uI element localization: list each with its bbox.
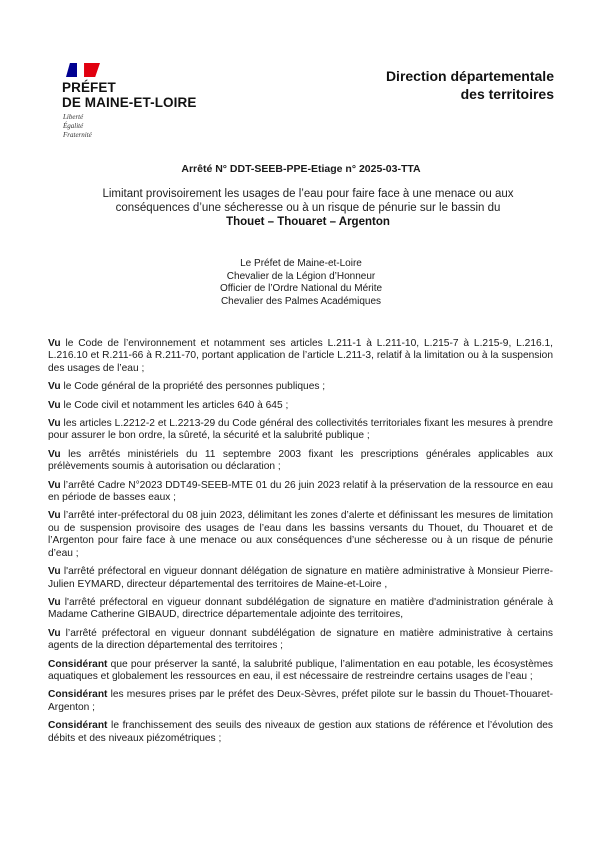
marianne-flag-icon [66, 63, 100, 77]
visa-paragraph [48, 510, 553, 560]
visa-lead: Vu [48, 566, 61, 578]
visa-text: l'arrêté préfectoral en vigueur donnant délégation de signature en matière administrative à Monsieur Pierre-Julien EYMARD, directeur départemental des territoires de Maine-et-Loire , [48, 566, 553, 590]
visas-section [48, 338, 553, 751]
visa-lead: Vu [48, 448, 61, 460]
arrete-subject [80, 187, 536, 229]
considerant-lead: Considérant [48, 720, 108, 732]
flag-red-band [84, 63, 100, 77]
direction-line-2: des territoires [460, 85, 554, 102]
visa-lead: Vu [48, 479, 61, 491]
prefet-title-line: Chevalier de la Légion d’Honneur [226, 270, 376, 282]
visa-paragraph [48, 418, 553, 443]
considerant-paragraph [48, 659, 553, 684]
visa-paragraph [48, 338, 553, 375]
prefecture-name [62, 80, 196, 110]
motto-egalite: Égalité [63, 122, 84, 130]
prefet-titles [0, 258, 602, 308]
visa-lead: Vu [48, 418, 61, 430]
visa-text: l'arrêté préfectoral en vigueur donnant subdélégation de signature en matière d'administration générale à Madame Catherine GIBAUD, directrice départementale adjointe des territoires, [48, 596, 553, 621]
considerant-text: les mesures prises par le préfet des Deux-Sèvres, préfet pilote sur le bassin du Thouet-Thouaret-Argenton ; [48, 689, 553, 713]
considerant-lead: Considérant [48, 658, 108, 670]
considerant-text: le franchissement des seuils des niveaux de gestion aux stations de référence et l’évolution des débits et des niveaux piézométriques ; [48, 720, 553, 744]
visa-paragraph [48, 449, 553, 474]
visa-lead: Vu [48, 381, 61, 393]
republic-motto [63, 113, 92, 140]
prefet-title-line: Officier de l’Ordre National du Mérite [219, 283, 383, 294]
prefet-title-line: Le Préfet de Maine-et-Loire [240, 258, 362, 269]
motto-fraternite: Fraternité [63, 131, 92, 139]
subject-bassin: Thouet – Thouaret – Argenton [226, 216, 390, 228]
visa-text: l’arrêté Cadre N°2023 DDT49-SEEB-MTE 01 du 26 juin 2023 relatif à la préservation de la ressource en eau en période de basses eaux ; [48, 479, 553, 504]
visa-lead: Vu [48, 596, 61, 608]
visa-paragraph [48, 628, 553, 653]
considerant-paragraph [48, 720, 553, 745]
visa-paragraph [48, 381, 553, 393]
visa-paragraph [48, 566, 553, 591]
visa-lead: Vu [48, 510, 61, 522]
visa-lead: Vu [48, 338, 61, 349]
visa-text: les articles L.2212-2 et L.2213-29 du Code général des collectivités territoriales fixant les mesures à prendre pour assurer le bon ordre, la sûreté, la sécurité et la salubrité publique ; [48, 418, 553, 442]
visa-paragraph [48, 480, 553, 505]
visa-text: le Code de l’environnement et notamment ses articles L.211-1 à L.211-10, L.215-7 à L.215-9, L.216.1, L.216.10 et R.211-66 à R.211-70, portant application de l’article L.211-3, relatif à la limitation ou à la suspension des usages de l’eau ; [48, 338, 553, 374]
subject-text: Limitant provisoirement les usages de l’eau pour faire face à une menace ou aux conséquences d’une sécheresse ou à un risque de pénurie sur le bassin du [102, 188, 514, 214]
visa-paragraph [48, 400, 553, 412]
prefecture-line-1: PRÉFET [62, 80, 116, 95]
visa-text: le Code général de la propriété des personnes publiques ; [60, 381, 326, 393]
visa-text: le Code civil et notamment les articles 640 à 645 ; [60, 399, 289, 411]
considerant-lead: Considérant [48, 689, 108, 701]
motto-liberte: Liberté [63, 113, 84, 121]
visa-lead: Vu [48, 627, 61, 639]
visa-text: les arrêtés ministériels du 11 septembre 2003 fixant les prescriptions générales applicables aux prélèvements soumis à autorisation ou déclaration ; [48, 448, 553, 473]
considerant-paragraph [48, 689, 553, 714]
visa-text: l’arrêté inter-préfectoral du 08 juin 2023, délimitant les zones d’alerte et définissant les mesures de limitation ou de suspension provisoire des usages de l’eau dans les bassins versants du Thouet, du Thouaret et de l’Argenton pour faire face à une menace ou aux conséquences d’une sécheresse ou à un risque de pénurie d’eau ; [48, 510, 553, 559]
prefecture-line-2: DE MAINE-ET-LOIRE [62, 95, 197, 110]
flag-white-band [77, 63, 84, 77]
arrete-title: Arrêté N° DDT-SEEB-PPE-Etiage n° 2025-03-TTA [181, 163, 421, 175]
direction-line-1: Direction départementale [385, 68, 554, 84]
considerant-text: que pour préserver la santé, la salubrité publique, l’alimentation en eau potable, les écosystèmes aquatiques et globalement les ressources en eau, il est nécessaire de restreindre certains usages de l’eau ; [48, 658, 553, 682]
flag-blue-band [66, 63, 77, 77]
visa-text: l’arrêté préfectoral en vigueur donnant subdélégation de signature en matière administrative à certains agents de la direction départemental des territoires ; [48, 627, 553, 652]
direction-heading [386, 68, 554, 103]
visa-lead: Vu [48, 399, 61, 411]
visa-paragraph [48, 597, 553, 622]
prefet-title-line: Chevalier des Palmes Académiques [220, 295, 382, 307]
